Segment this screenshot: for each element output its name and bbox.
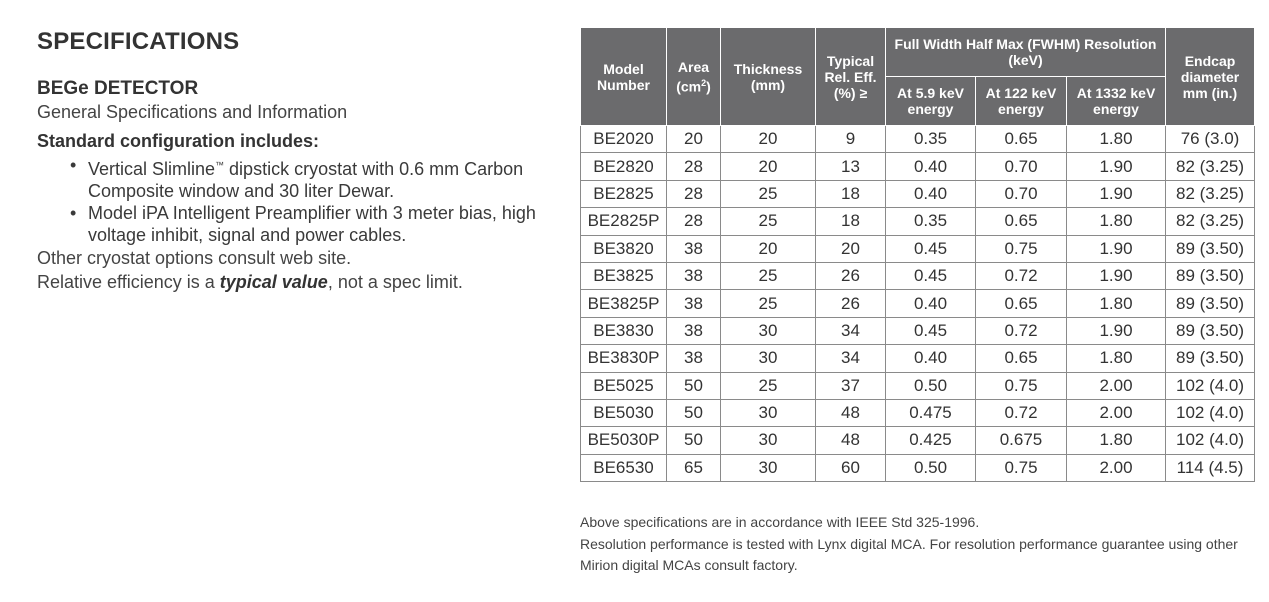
cell-endcap: 102 (4.0) [1166, 427, 1255, 454]
cell-rel-eff: 60 [816, 454, 886, 481]
cell-model: BE5025 [581, 372, 667, 399]
cell-fwhm-5-9kev: 0.45 [886, 235, 976, 262]
cell-rel-eff: 48 [816, 399, 886, 426]
cell-thickness: 30 [721, 317, 816, 344]
cell-thickness: 25 [721, 208, 816, 235]
cell-thickness: 20 [721, 235, 816, 262]
cell-thickness: 30 [721, 345, 816, 372]
table-row [581, 372, 1255, 399]
cell-fwhm-1332kev: 1.80 [1067, 345, 1166, 372]
header-endcap: Endcap diameter mm (in.) [1166, 28, 1255, 126]
cell-fwhm-5-9kev: 0.45 [886, 262, 976, 289]
table-row [581, 345, 1255, 372]
cell-rel-eff: 34 [816, 317, 886, 344]
cell-rel-eff: 20 [816, 235, 886, 262]
cell-endcap: 89 (3.50) [1166, 262, 1255, 289]
cell-thickness: 30 [721, 454, 816, 481]
cell-rel-eff: 9 [816, 126, 886, 153]
cell-model: BE5030P [581, 427, 667, 454]
cell-endcap: 82 (3.25) [1166, 153, 1255, 180]
cell-model: BE6530 [581, 454, 667, 481]
cell-model: BE3830P [581, 345, 667, 372]
cell-fwhm-1332kev: 1.90 [1067, 317, 1166, 344]
cell-fwhm-5-9kev: 0.40 [886, 153, 976, 180]
relative-efficiency-note [37, 270, 567, 294]
bullet-icon: • [70, 155, 77, 175]
list-item [70, 154, 567, 202]
cell-area: 28 [667, 153, 721, 180]
cell-fwhm-122kev: 0.72 [976, 262, 1067, 289]
cell-model: BE2820 [581, 153, 667, 180]
cell-fwhm-5-9kev: 0.45 [886, 317, 976, 344]
cell-area: 50 [667, 427, 721, 454]
cell-endcap: 102 (4.0) [1166, 399, 1255, 426]
cell-area: 38 [667, 290, 721, 317]
cell-fwhm-122kev: 0.72 [976, 317, 1067, 344]
cell-thickness: 25 [721, 290, 816, 317]
cell-thickness: 30 [721, 427, 816, 454]
cell-area: 38 [667, 317, 721, 344]
cell-fwhm-5-9kev: 0.50 [886, 454, 976, 481]
cell-area: 38 [667, 235, 721, 262]
standard-config-heading: Standard configuration includes: [37, 131, 320, 151]
cell-rel-eff: 18 [816, 180, 886, 207]
cell-fwhm-1332kev: 1.80 [1067, 427, 1166, 454]
footnote-standards: Above specifications are in accordance with IEEE Std 325-1996. [580, 514, 980, 530]
header-model: Model Number [581, 28, 667, 126]
cell-fwhm-1332kev: 1.90 [1067, 235, 1166, 262]
cell-model: BE2020 [581, 126, 667, 153]
header-5-9kev: At 5.9 keV energy [886, 77, 976, 126]
rel-note-post: , not a spec limit. [327, 272, 463, 292]
cell-fwhm-1332kev: 2.00 [1067, 372, 1166, 399]
cell-area: 38 [667, 262, 721, 289]
cell-area: 50 [667, 399, 721, 426]
cell-fwhm-1332kev: 1.90 [1067, 262, 1166, 289]
trademark-mark: ™ [215, 160, 225, 170]
cell-fwhm-122kev: 0.65 [976, 290, 1067, 317]
header-thickness: Thickness (mm) [721, 28, 816, 126]
cell-model: BE2825P [581, 208, 667, 235]
cell-fwhm-5-9kev: 0.40 [886, 345, 976, 372]
bullet-text-pre: Vertical Slimline [88, 159, 216, 179]
cell-thickness: 20 [721, 126, 816, 153]
cell-endcap: 76 (3.0) [1166, 126, 1255, 153]
cell-thickness: 25 [721, 372, 816, 399]
config-list [37, 154, 567, 246]
cell-endcap: 89 (3.50) [1166, 345, 1255, 372]
header-122kev: At 122 keV energy [976, 77, 1067, 126]
rel-note-emphasis: typical value [219, 272, 328, 292]
cell-thickness: 25 [721, 262, 816, 289]
cell-area: 65 [667, 454, 721, 481]
cell-model: BE3820 [581, 235, 667, 262]
cell-fwhm-5-9kev: 0.35 [886, 208, 976, 235]
cell-model: BE2825 [581, 180, 667, 207]
footnotes [580, 512, 1250, 577]
cell-fwhm-5-9kev: 0.425 [886, 427, 976, 454]
cell-fwhm-1332kev: 2.00 [1067, 454, 1166, 481]
general-info: General Specifications and Information [37, 102, 348, 122]
cell-model: BE3825 [581, 262, 667, 289]
cell-fwhm-1332kev: 1.90 [1067, 180, 1166, 207]
cell-endcap: 114 (4.5) [1166, 454, 1255, 481]
page-title: SPECIFICATIONS [37, 28, 240, 55]
cell-model: BE3825P [581, 290, 667, 317]
cell-endcap: 89 (3.50) [1166, 235, 1255, 262]
cell-fwhm-122kev: 0.72 [976, 399, 1067, 426]
cell-thickness: 25 [721, 180, 816, 207]
cell-fwhm-1332kev: 1.80 [1067, 290, 1166, 317]
cell-fwhm-122kev: 0.65 [976, 345, 1067, 372]
cell-fwhm-122kev: 0.70 [976, 153, 1067, 180]
table-row [581, 126, 1255, 153]
cell-thickness: 20 [721, 153, 816, 180]
cell-fwhm-122kev: 0.75 [976, 235, 1067, 262]
spec-table [580, 27, 1255, 482]
header-area [667, 28, 721, 126]
header-area-text: Area (cm [676, 58, 710, 95]
bullet-icon: • [70, 203, 77, 223]
cell-area: 20 [667, 126, 721, 153]
cell-rel-eff: 26 [816, 262, 886, 289]
list-item [70, 202, 567, 246]
table-row [581, 153, 1255, 180]
cell-fwhm-122kev: 0.75 [976, 372, 1067, 399]
cell-rel-eff: 26 [816, 290, 886, 317]
product-title: BEGe DETECTOR [37, 78, 199, 99]
bullet-text: Model iPA Intelligent Preamplifier with 3 meter bias, high voltage inhibit, signal and power cables. [88, 203, 536, 245]
cell-fwhm-1332kev: 1.90 [1067, 153, 1166, 180]
cell-endcap: 82 (3.25) [1166, 208, 1255, 235]
cell-area: 50 [667, 372, 721, 399]
bullet-text-post: dipstick cryostat with 0.6 mm Carbon Composite window and 30 liter Dewar. [88, 159, 524, 201]
table-row [581, 180, 1255, 207]
cell-fwhm-5-9kev: 0.40 [886, 180, 976, 207]
table-row [581, 317, 1255, 344]
cell-rel-eff: 48 [816, 427, 886, 454]
specifications-section [37, 28, 567, 294]
table-row [581, 290, 1255, 317]
cell-rel-eff: 18 [816, 208, 886, 235]
cell-fwhm-5-9kev: 0.35 [886, 126, 976, 153]
table-row [581, 235, 1255, 262]
cell-endcap: 102 (4.0) [1166, 372, 1255, 399]
cell-fwhm-5-9kev: 0.50 [886, 372, 976, 399]
cell-rel-eff: 13 [816, 153, 886, 180]
cell-fwhm-122kev: 0.65 [976, 126, 1067, 153]
cell-thickness: 30 [721, 399, 816, 426]
cell-fwhm-122kev: 0.75 [976, 454, 1067, 481]
cell-fwhm-122kev: 0.70 [976, 180, 1067, 207]
cell-model: BE3830 [581, 317, 667, 344]
cell-fwhm-1332kev: 2.00 [1067, 399, 1166, 426]
cell-fwhm-5-9kev: 0.475 [886, 399, 976, 426]
cell-fwhm-122kev: 0.65 [976, 208, 1067, 235]
table-row [581, 399, 1255, 426]
cell-rel-eff: 37 [816, 372, 886, 399]
other-options: Other cryostat options consult web site. [37, 248, 352, 268]
header-fwhm: Full Width Half Max (FWHM) Resolution (keV) [886, 28, 1166, 77]
table-row [581, 427, 1255, 454]
cell-endcap: 89 (3.50) [1166, 290, 1255, 317]
cell-endcap: 82 (3.25) [1166, 180, 1255, 207]
header-rel-eff: Typical Rel. Eff. (%) ≥ [816, 28, 886, 126]
cell-endcap: 89 (3.50) [1166, 317, 1255, 344]
table-row [581, 262, 1255, 289]
cell-fwhm-122kev: 0.675 [976, 427, 1067, 454]
header-1332kev: At 1332 keV energy [1067, 77, 1166, 126]
header-area-close: ) [706, 78, 711, 95]
cell-fwhm-5-9kev: 0.40 [886, 290, 976, 317]
cell-model: BE5030 [581, 399, 667, 426]
cell-fwhm-1332kev: 1.80 [1067, 208, 1166, 235]
header-area-sup: 2 [701, 77, 707, 88]
footnote-resolution: Resolution performance is tested with Lynx digital MCA. For resolution performance guarantee using other Mirion digital MCAs consult factory. [580, 536, 1238, 573]
table-row [581, 208, 1255, 235]
spec-table-body [581, 126, 1255, 482]
cell-area: 38 [667, 345, 721, 372]
cell-area: 28 [667, 208, 721, 235]
cell-area: 28 [667, 180, 721, 207]
cell-rel-eff: 34 [816, 345, 886, 372]
cell-fwhm-1332kev: 1.80 [1067, 126, 1166, 153]
rel-note-pre: Relative efficiency is a [37, 272, 220, 292]
table-row [581, 454, 1255, 481]
